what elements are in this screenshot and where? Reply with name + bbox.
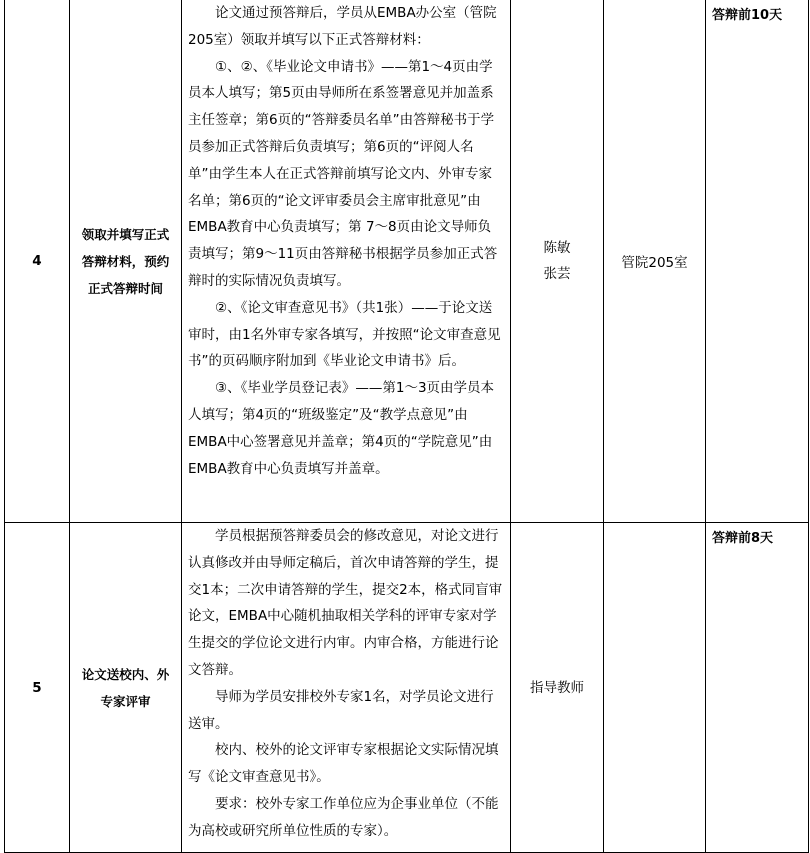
step-content (182, 0, 511, 523)
table-row (5, 523, 809, 853)
step-number: 4 (5, 0, 70, 523)
step-title: 论文送校内、外专家评审 (81, 666, 170, 709)
content-paragraph: 校内、校外的论文评审专家根据论文实际情况填写《论文审查意见书》。 (188, 742, 499, 786)
table-row (5, 0, 809, 523)
content-paragraph: 学员根据预答辩委员会的修改意见，对论文进行认真修改并由导师定稿后，首次申请答辩的学生，提交1本；二次申请答辩的学生，提交2本，格式同盲审论文，EMBA中心随机抽取相关学科的评审专家对学生提交的学位论文进行内审。内审合格，方能进行论文答辩。 (188, 528, 503, 678)
content-paragraph: ③、《毕业学员登记表》——第1～3页由学员本人填写；第4页的“班级鉴定”及“教学点意见”由EMBA中心签署意见并盖章；第4页的“学院意见”由EMBA教育中心负责填写并盖章。 (188, 380, 495, 477)
location (604, 523, 706, 853)
content-paragraph: 导师为学员安排校外专家1名，对学员论文进行送审。 (188, 688, 494, 732)
responsible-person: 张芸 (543, 266, 571, 282)
content-paragraph: 论文通过预答辩后，学员从EMBA办公室（管院205室）领取并填写以下正式答辩材料： (188, 5, 497, 48)
content-paragraph: 要求：校外专家工作单位应为企事业单位（不能为高校或研究所单位性质的专家）。 (188, 795, 499, 839)
step-title: 领取并填写正式答辩材料，预约正式答辩时间 (81, 226, 170, 296)
location: 管院205室 (604, 0, 706, 523)
step-number: 5 (5, 523, 70, 853)
responsible-person-cell (511, 0, 604, 523)
procedure-table (4, 0, 809, 853)
step-content (182, 523, 511, 853)
step-title-cell (70, 523, 182, 853)
deadline: 答辩前8天 (706, 523, 809, 853)
responsible-person: 指导教师 (530, 679, 584, 696)
content-paragraph: ②、《论文审查意见书》（共1张）——于论文送审时，由1名外审专家各填写，并按照“论文审查意见书”的页码顺序附加到《毕业论文申请书》后。 (188, 299, 501, 370)
content-paragraph: ①、②、《毕业论文申请书》——第1～4页由学员本人填写；第5页由导师所在系签署意见并加盖系主任签章；第6页的“答辩委员名单”由答辩秘书于学员参加正式答辩后负责填写；第6页的“评阅人名单”由学生本人在正式答辩前填写论文内、外审专家名单；第6页的“论文评审委员会主席审批意见”由EMBA教育中心负责填写；第 7～8页由论文导师负责填写；第9～11页由答辩秘书根据学员参加正式答辩时的实际情况负责填写。 (188, 58, 498, 289)
step-title-cell (70, 0, 182, 523)
responsible-person: 陈敏 (543, 240, 571, 256)
responsible-person-cell (511, 523, 604, 853)
deadline: 答辩前10天 (706, 0, 809, 523)
